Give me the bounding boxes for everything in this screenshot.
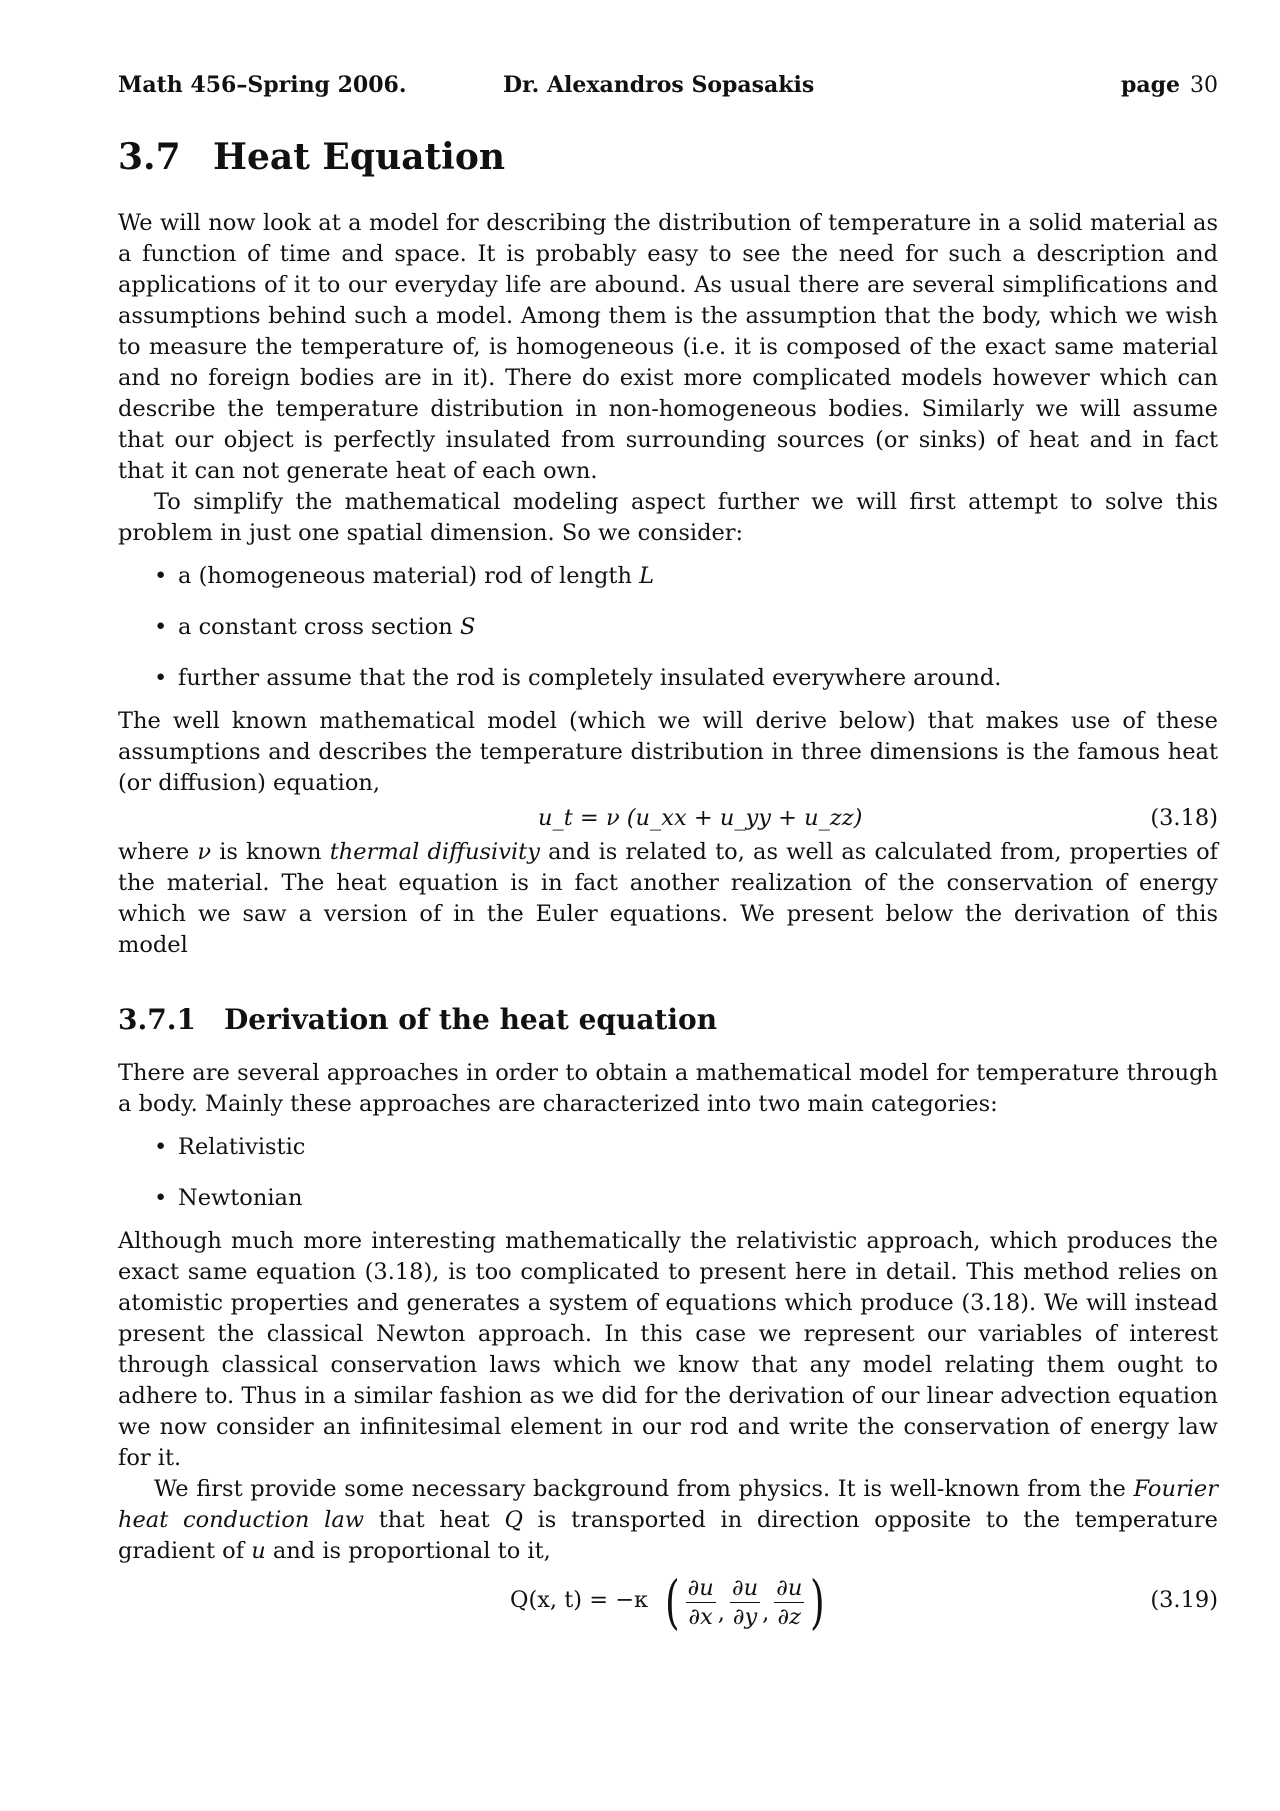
equation-3-19 — [118, 1567, 1218, 1639]
bullet-icon: • — [154, 1134, 168, 1160]
page-indicator — [1121, 72, 1218, 98]
approach-list — [118, 1132, 1218, 1214]
right-paren: ) — [810, 1568, 826, 1636]
running-header — [118, 60, 1218, 100]
paragraph-intro: We will now look at a model for describing the distribution of temperature in a solid material as a function of time and space. It is probably easy to see the need for such a description and applications of it to our everyday life are abound. As usual there are several simplifications and assumptions behind such a model. Among them is the assumption that the body, which we wish to measure the temperature of, is homogeneous (i.e. it is composed of the exact same material and no foreign bodies are in it). There do exist more complicated models however which can describe the temperature distribution in non-homogeneous bodies. Similarly we will assume that our object is perfectly insulated from surrounding sources (or sinks) of heat and in fact that it can not generate heat of each own. — [118, 210, 1218, 484]
equation-lhs: Q(x, t) = −κ — [510, 1587, 649, 1613]
partial-z: $\frac{\partial u}{\partial z}$ — [776, 1574, 803, 1630]
section-number: 3.7 — [118, 136, 181, 178]
page-label: page — [1120, 72, 1180, 98]
gradient-vector: ( $\frac{\partial u}{\partial x}$ , $\frac{\partial u}{\partial y}$ , $\frac{\partial u}{\partial z}$ ) — [664, 1568, 826, 1636]
paragraph-approaches: There are several approaches in order to obtain a mathematical model for temperature through a body. Mainly these approaches are characterized into two main categories: — [118, 1060, 1218, 1117]
equation-expression: u_t = ν (u_xx + u_yy + u_zz) — [538, 805, 863, 831]
term-fourier-law: Fourier heat conduction law — [118, 1476, 1218, 1533]
term-thermal-diffusivity: thermal diffusivity — [329, 839, 540, 865]
left-paren: ( — [664, 1568, 680, 1636]
paragraph-diffusivity: where ν is known thermal diffusivity and is related to, as well as calculated from, properties of the material. The heat equation is in fact another realization of the conservation of energy which we saw a version of in the Euler equations. We present below the derivation of this model — [118, 839, 1218, 958]
bullet-icon: • — [154, 1185, 168, 1211]
subsection-title: Derivation of the heat equation — [224, 1003, 718, 1036]
bullet-icon: • — [154, 665, 168, 691]
list-item: • further assume that the rod is completely insulated everywhere around. — [154, 663, 1218, 694]
list-item: • Newtonian — [154, 1183, 1218, 1214]
page-number: 30 — [1190, 73, 1218, 98]
bullet-icon: • — [154, 614, 168, 640]
paragraph-simplify: To simplify the mathematical modeling aspect further we will first attempt to solve this problem in just one spatial dimension. So we consider: — [118, 489, 1218, 546]
partial-y: $\frac{\partial u}{\partial y}$ — [731, 1574, 759, 1630]
list-item: • a (homogeneous material) rod of length L — [154, 561, 1218, 592]
equation-3-18 — [118, 799, 1218, 837]
author-name: Dr. Alexandros Sopasakis — [503, 72, 815, 98]
paragraph-relativistic: Although much more interesting mathematically the relativistic approach, which produces the exact same equation (3.18), is too complicated to present here in detail. This method relies on atomistic properties and generates a system of equations which produce (3.18). We will instead present the classical Newton approach. In this case we represent our variables of interest through classical conservation laws which we know that any model relating them ought to adhere to. Thus in a similar fashion as we did for the derivation of our linear advection equation we now consider an infinitesimal element in our rod and write the conservation of energy law for it. — [118, 1228, 1218, 1471]
paragraph-fourier: We first provide some necessary background from physics. It is well-known from the Fourier heat conduction law that heat Q is transported in direction opposite to the temperature gradient of u and is proportional to it, — [118, 1476, 1218, 1564]
assumption-list — [118, 561, 1218, 694]
section-heading — [118, 136, 1218, 178]
section-title: Heat Equation — [213, 136, 506, 178]
subsection-heading — [118, 1003, 1218, 1036]
equation-number: (3.18) — [1150, 805, 1218, 831]
list-item: • Relativistic — [154, 1132, 1218, 1163]
paragraph-model: The well known mathematical model (which we will derive below) that makes use of these assumptions and describes the temperature distribution in three dimensions is the famous heat (or diffusion) equation, — [118, 708, 1218, 796]
course-title: Math 456–Spring 2006. — [118, 72, 407, 98]
equation-number: (3.19) — [1150, 1587, 1218, 1613]
page — [118, 60, 1218, 1639]
bullet-icon: • — [154, 563, 168, 589]
list-item: • a constant cross section S — [154, 612, 1218, 643]
subsection-number: 3.7.1 — [118, 1003, 196, 1036]
partial-x: $\frac{\partial u}{\partial x}$ — [687, 1574, 714, 1630]
